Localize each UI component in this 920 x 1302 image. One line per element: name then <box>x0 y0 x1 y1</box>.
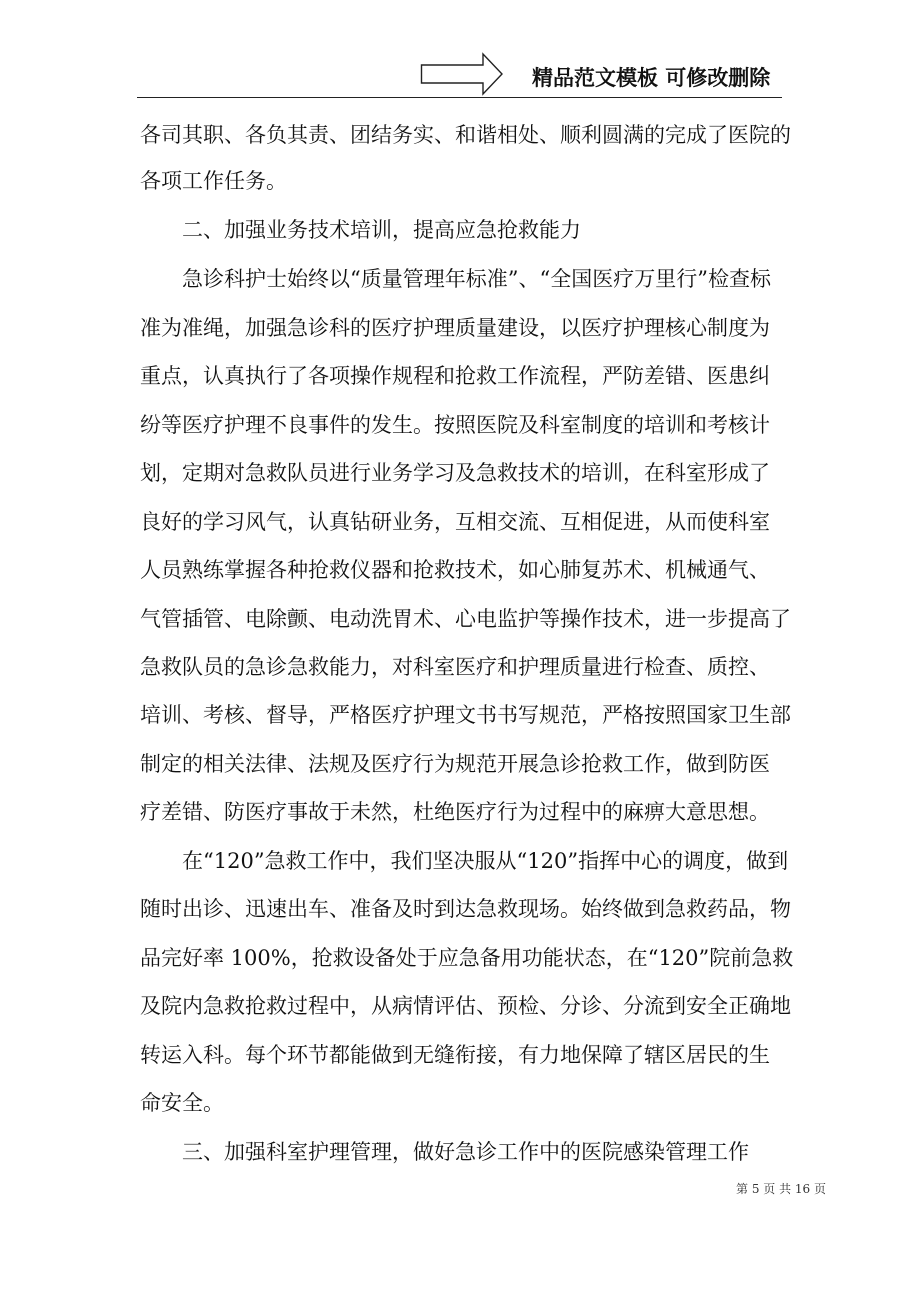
body-line: 命安全。 <box>140 1091 224 1115</box>
body-line: 人员熟练掌握各种抢救仪器和抢救技术，如心肺复苏术、机械通气、 <box>140 558 770 582</box>
body-line: 制定的相关法律、法规及医疗行为规范开展急诊抢救工作，做到防医 <box>140 752 770 776</box>
body-line: 急救队员的急诊急救能力，对科室医疗和护理质量进行检查、质控、 <box>140 655 770 679</box>
body-line: 划，定期对急救队员进行业务学习及急救技术的培训，在科室形成了 <box>140 461 770 485</box>
page-number: 第 5 页 共 16 页 <box>736 1182 826 1196</box>
body-line: 及院内急救抢救过程中，从病情评估、预检、分诊、分流到安全正确地 <box>140 994 791 1018</box>
body-line: 重点，认真执行了各项操作规程和抢救工作流程，严防差错、医患纠 <box>140 364 770 388</box>
body-line: 准为准绳，加强急诊科的医疗护理质量建设，以医疗护理核心制度为 <box>140 316 770 340</box>
body-line: 良好的学习风气，认真钻研业务，互相交流、互相促进，从而使科室 <box>140 510 770 534</box>
body-line: 纷等医疗护理不良事件的发生。按照医院及科室制度的培训和考核计 <box>140 413 770 437</box>
header-divider <box>137 97 782 98</box>
body-line: 转运入科。每个环节都能做到无缝衔接，有力地保障了辖区居民的生 <box>140 1043 770 1067</box>
body-line: 急诊科护士始终以“质量管理年标准”、“全国医疗万里行”检查标 <box>182 267 771 291</box>
body-line: 气管插管、电除颤、电动洗胃术、心电监护等操作技术，进一步提高了 <box>140 607 791 631</box>
body-line: 各项工作任务。 <box>140 169 287 193</box>
body-line: 疗差错、防医疗事故于未然，杜绝医疗行为过程中的麻痹大意思想。 <box>140 800 770 824</box>
arrow-icon <box>420 52 504 96</box>
header-label: 精品范文模板 可修改删除 <box>532 66 771 90</box>
section-heading-3: 三、加强科室护理管理，做好急诊工作中的医院感染管理工作 <box>182 1140 749 1164</box>
body-line: 在“120”急救工作中，我们坚决服从“120”指挥中心的调度，做到 <box>182 849 789 873</box>
section-heading-2: 二、加强业务技术培训，提高应急抢救能力 <box>182 218 581 242</box>
body-line: 品完好率 100%，抢救设备处于应急备用功能状态，在“120”院前急救 <box>140 946 794 970</box>
body-line: 各司其职、各负其责、团结务实、和谐相处、顺利圆满的完成了医院的 <box>140 123 791 147</box>
body-line: 培训、考核、督导，严格医疗护理文书书写规范，严格按照国家卫生部 <box>140 703 791 727</box>
body-line: 随时出诊、迅速出车、准备及时到达急救现场。始终做到急救药品，物 <box>140 897 791 921</box>
